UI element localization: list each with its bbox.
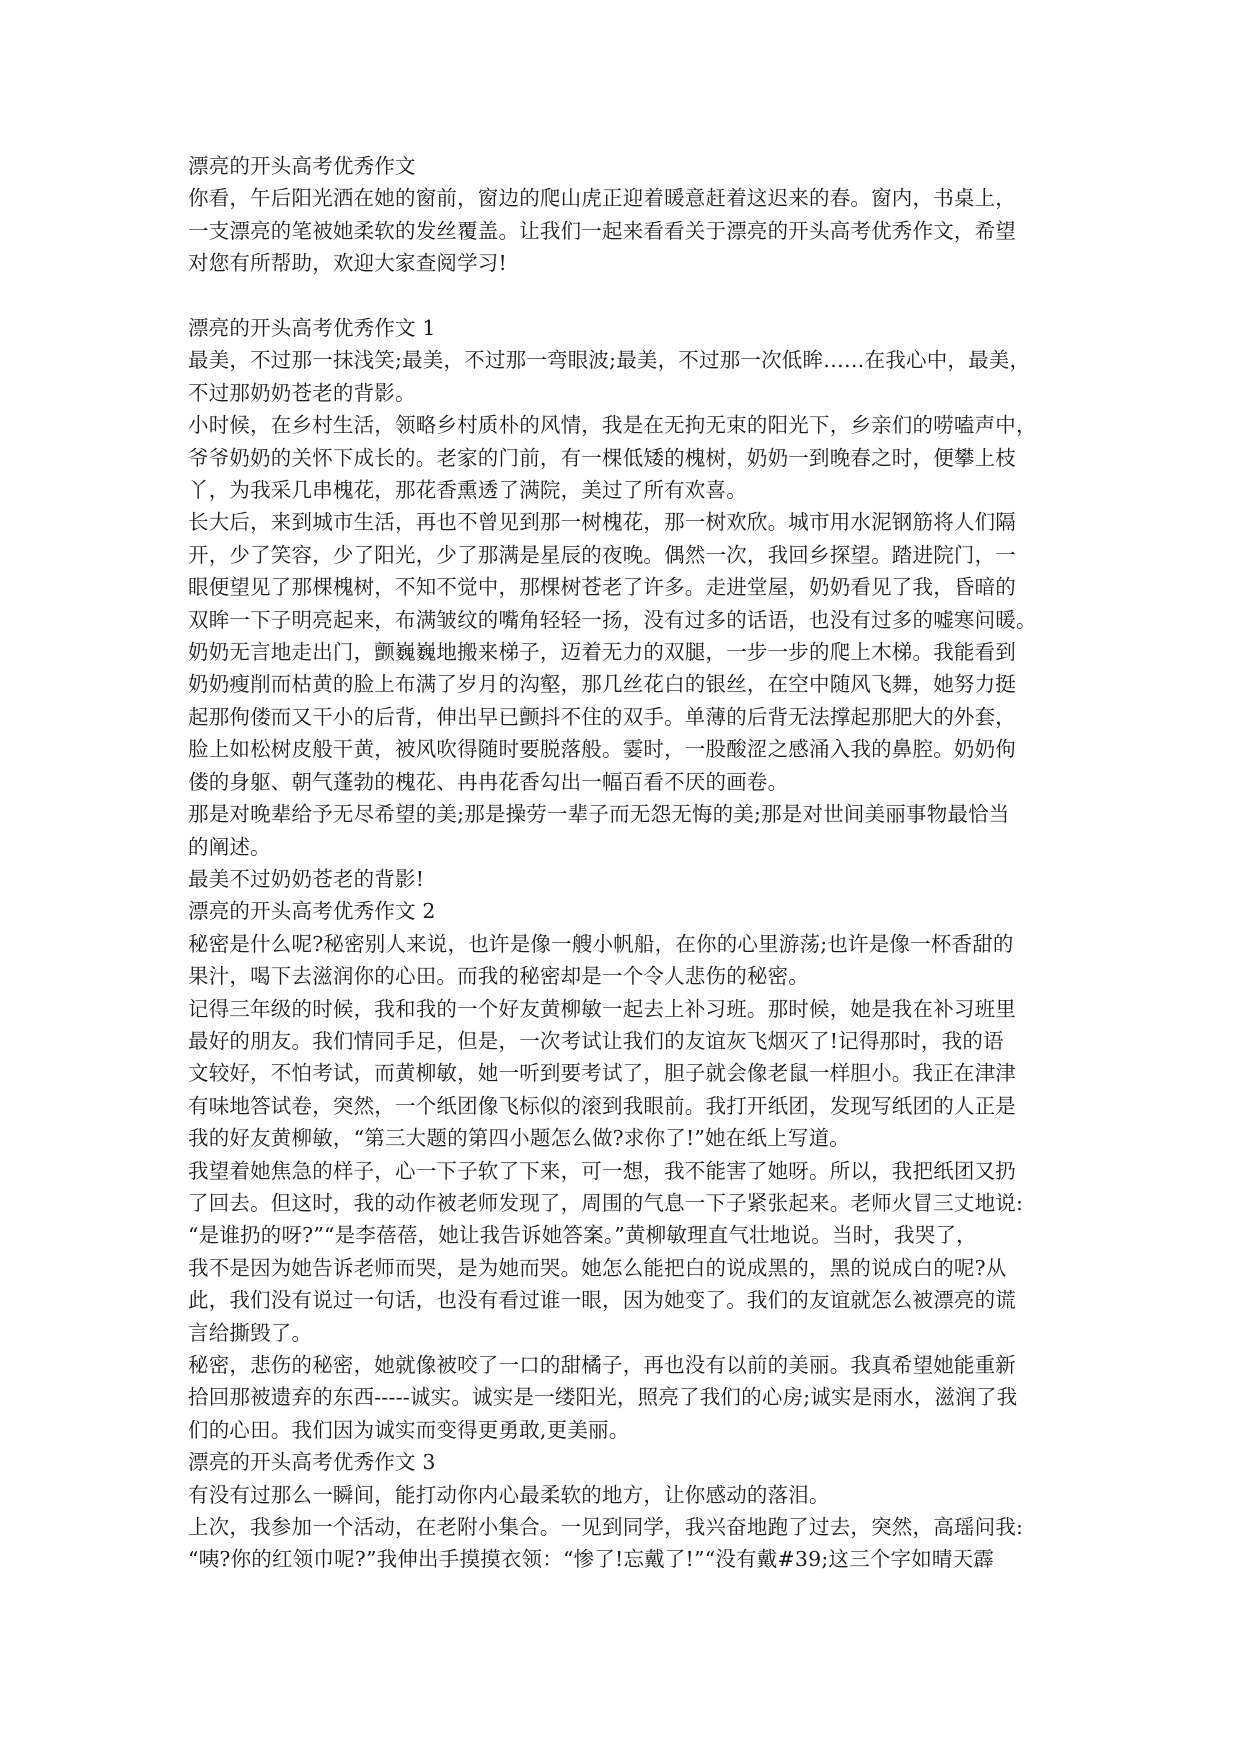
text-line: 脸上如松树皮般干黄，被风吹得随时要脱落般。霎时，一股酸涩之感涌入我的鼻腔。奶奶佝 xyxy=(188,737,1016,762)
text-line: 我望着她焦急的样子，心一下子软了下来，可一想，我不能害了她呀。所以，我把纸团又扔 xyxy=(188,1158,1016,1183)
text-line: 开，少了笑容，少了阳光，少了那满是星辰的夜晚。偶然一次，我回乡探望。踏进院门，一 xyxy=(188,542,1016,567)
essay-section-2 xyxy=(188,895,1068,1446)
text-line: 了回去。但这时，我的动作被老师发现了，周围的气息一下子紧张起来。老师火冒三丈地说: xyxy=(188,1190,1024,1215)
text-line: 偻的身躯、朝气蓬勃的槐花、冉冉花香勾出一幅百看不厌的画卷。 xyxy=(188,769,789,794)
text-line: 们的心田。我们因为诚实而变得更勇敢,更美丽。 xyxy=(188,1417,630,1442)
text-line: 有味地答试卷，突然，一个纸团像飞标似的滚到我眼前。我打开纸团，发现写纸团的人正是 xyxy=(188,1093,1016,1118)
text-line: 果汁，喝下去滋润你的心田。而我的秘密却是一个令人悲伤的秘密。 xyxy=(188,964,809,989)
essay-section-3 xyxy=(188,1446,1068,1576)
essay-section-1 xyxy=(188,312,1068,895)
text-line: 不过那奶奶苍老的背影。 xyxy=(188,380,416,405)
text-line: 此，我们没有说过一句话，也没有看过谁一眼，因为她变了。我们的友谊就怎么被漂亮的谎 xyxy=(188,1288,1016,1313)
text-line: 奶奶无言地走出门，颤巍巍地搬来梯子，迈着无力的双腿，一步一步的爬上木梯。我能看到 xyxy=(188,640,1016,665)
section-heading: 漂亮的开头高考优秀作文 3 xyxy=(188,1450,436,1475)
text-line: 那是对晚辈给予无尽希望的美;那是操劳一辈子而无怨无悔的美;那是对世间美丽事物最恰当 xyxy=(188,802,1010,827)
section-heading: 漂亮的开头高考优秀作文 1 xyxy=(188,316,436,341)
text-line: 最美不过奶奶苍老的背影! xyxy=(188,866,425,891)
text-line: 秘密，悲伤的秘密，她就像被咬了一口的甜橘子，再也没有以前的美丽。我真希望她能重新 xyxy=(188,1353,1016,1378)
text-line: 记得三年级的时候，我和我的一个好友黄柳敏一起去上补习班。那时候，她是我在补习班里 xyxy=(188,996,1016,1021)
blank-line xyxy=(188,280,1068,312)
text-line: 眼便望见了那棵槐树，不知不觉中，那棵树苍老了许多。走进堂屋，奶奶看见了我，昏暗的 xyxy=(188,575,1016,600)
text-line: 最美，不过那一抹浅笑;最美，不过那一弯眼波;最美，不过那一次低眸……在我心中，最美， xyxy=(188,348,1031,373)
text-line: 有没有过那么一瞬间，能打动你内心最柔软的地方，让你感动的落泪。 xyxy=(188,1482,830,1507)
intro-line: 一支漂亮的笔被她柔软的发丝覆盖。让我们一起来看看关于漂亮的开头高考优秀作文，希望 xyxy=(188,218,1016,243)
text-line: 上次，我参加一个活动，在老附小集合。一见到同学，我兴奋地跑了过去，突然，高瑶问我: xyxy=(188,1515,1024,1540)
document-page xyxy=(188,150,1068,1576)
text-line: 双眸一下子明亮起来，布满皱纹的嘴角轻轻一扬，没有过多的话语，也没有过多的嘘寒问暖。 xyxy=(188,607,1037,632)
text-line: 我的好友黄柳敏，“第三大题的第四小题怎么做?求你了!”她在纸上写道。 xyxy=(188,1126,850,1151)
text-line: “是谁扔的呀?”“是李蓓蓓，她让我告诉她答案。”黄柳敏理直气壮地说。当时，我哭了， xyxy=(188,1223,977,1248)
text-line: 拾回那被遗弃的东西-----诚实。诚实是一缕阳光，照亮了我们的心房;诚实是雨水，滋润了我 xyxy=(188,1385,1018,1410)
intro-line: 你看，午后阳光洒在她的窗前，窗边的爬山虎正迎着暖意赶着这迟来的春。窗内，书桌上， xyxy=(188,186,1016,211)
intro-paragraph xyxy=(188,182,1068,279)
text-line: 小时候，在乡村生活，领略乡村质朴的风情，我是在无拘无束的阳光下，乡亲们的唠嗑声中， xyxy=(188,413,1037,438)
text-line: 长大后，来到城市生活，再也不曾见到那一树槐花，那一树欢欣。城市用水泥钢筋将人们隔 xyxy=(188,510,1016,535)
text-line: 最好的朋友。我们情同手足，但是，一次考试让我们的友谊灰飞烟灭了!记得那时，我的语 xyxy=(188,1028,1004,1053)
text-line: “咦?你的红领巾呢?”我伸出手摸摸衣领：“惨了!忘戴了!”“没有戴#39;这三个字如晴天霹 xyxy=(188,1547,995,1572)
section-heading: 漂亮的开头高考优秀作文 2 xyxy=(188,899,436,924)
intro-line: 对您有所帮助，欢迎大家查阅学习! xyxy=(188,251,507,276)
text-line: 奶奶瘦削而枯黄的脸上布满了岁月的沟壑，那几丝花白的银丝，在空中随风飞舞，她努力挺 xyxy=(188,672,1016,697)
text-line: 的阐述。 xyxy=(188,834,271,859)
text-line: 爷爷奶奶的关怀下成长的。老家的门前，有一棵低矮的槐树，奶奶一到晚春之时，便攀上枝 xyxy=(188,445,1016,470)
text-line: 我不是因为她告诉老师而哭，是为她而哭。她怎么能把白的说成黑的，黑的说成白的呢?从 xyxy=(188,1255,1007,1280)
text-line: 丫，为我采几串槐花，那花香熏透了满院，美过了所有欢喜。 xyxy=(188,478,747,503)
text-line: 起那佝偻而又干小的后背，伸出早已颤抖不住的双手。单薄的后背无法撑起那肥大的外套， xyxy=(188,704,1016,729)
document-title: 漂亮的开头高考优秀作文 xyxy=(188,154,416,178)
text-line: 文较好，不怕考试，而黄柳敏，她一听到要考试了，胆子就会像老鼠一样胆小。我正在津津 xyxy=(188,1061,1016,1086)
text-line: 言给撕毁了。 xyxy=(188,1320,313,1345)
text-line: 秘密是什么呢?秘密别人来说，也许是像一艘小帆船，在你的心里游荡;也许是像一杯香甜的 xyxy=(188,931,1014,956)
